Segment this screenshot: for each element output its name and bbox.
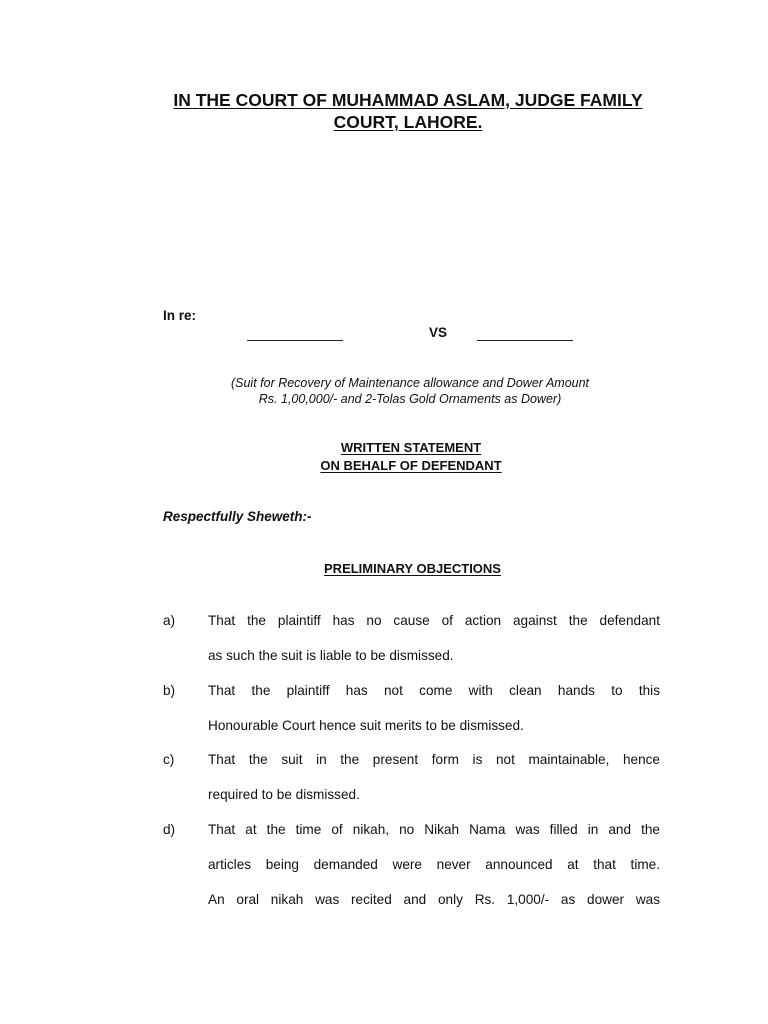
objection-text — [208, 752, 660, 822]
preliminary-objections-title: PRELIMINARY OBJECTIONS — [324, 561, 501, 576]
defendant-name-blank — [477, 340, 573, 341]
objection-line: That the suit in the present form is not maintainable, hence — [208, 752, 660, 767]
versus-label: VS — [429, 325, 448, 340]
written-statement-line-1: WRITTEN STATEMENT — [340, 440, 482, 455]
suit-description-line-2: Rs. 1,00,000/- and 2-Tolas Gold Ornaments as Dower) — [258, 391, 562, 406]
objection-line: An oral nikah was recited and only Rs. 1,000/- as dower was — [208, 891, 660, 907]
objection-text — [208, 613, 660, 683]
court-heading — [150, 89, 666, 133]
objection-marker: c) — [163, 752, 175, 767]
salutation: Respectfully Sheweth:- — [163, 509, 312, 524]
objection-marker: a) — [163, 613, 176, 628]
plaintiff-name-blank — [247, 340, 343, 341]
objection-line: articles being demanded were never announced at that time. — [208, 856, 660, 872]
objection-line: required to be dismissed. — [208, 786, 360, 802]
section-title — [260, 561, 565, 576]
in-re-label: In re: — [163, 308, 197, 323]
objection-text — [208, 683, 660, 753]
objection-line: as such the suit is liable to be dismissed. — [208, 647, 454, 663]
objection-line: Honourable Court hence suit merits to be dismissed. — [208, 717, 524, 733]
court-heading-line-2: COURT, LAHORE. — [333, 112, 483, 132]
suit-description-line-1: (Suit for Recovery of Maintenance allowance and Dower Amount — [230, 376, 590, 390]
objection-line: That the plaintiff has no cause of action against the defendant — [208, 613, 660, 628]
objection-marker: b) — [163, 683, 176, 698]
objection-marker: d) — [163, 822, 176, 837]
objection-line: That at the time of nikah, no Nikah Nama was filled in and the — [208, 822, 660, 837]
written-statement-line-2: ON BEHALF OF DEFENDANT — [320, 457, 502, 473]
objection-text — [208, 822, 660, 926]
objection-line: That the plaintiff has not come with clean hands to this — [208, 683, 660, 698]
court-heading-line-1: IN THE COURT OF MUHAMMAD ASLAM, JUDGE FAMILY — [173, 90, 643, 110]
written-statement-heading — [290, 439, 532, 474]
suit-description — [190, 376, 630, 407]
